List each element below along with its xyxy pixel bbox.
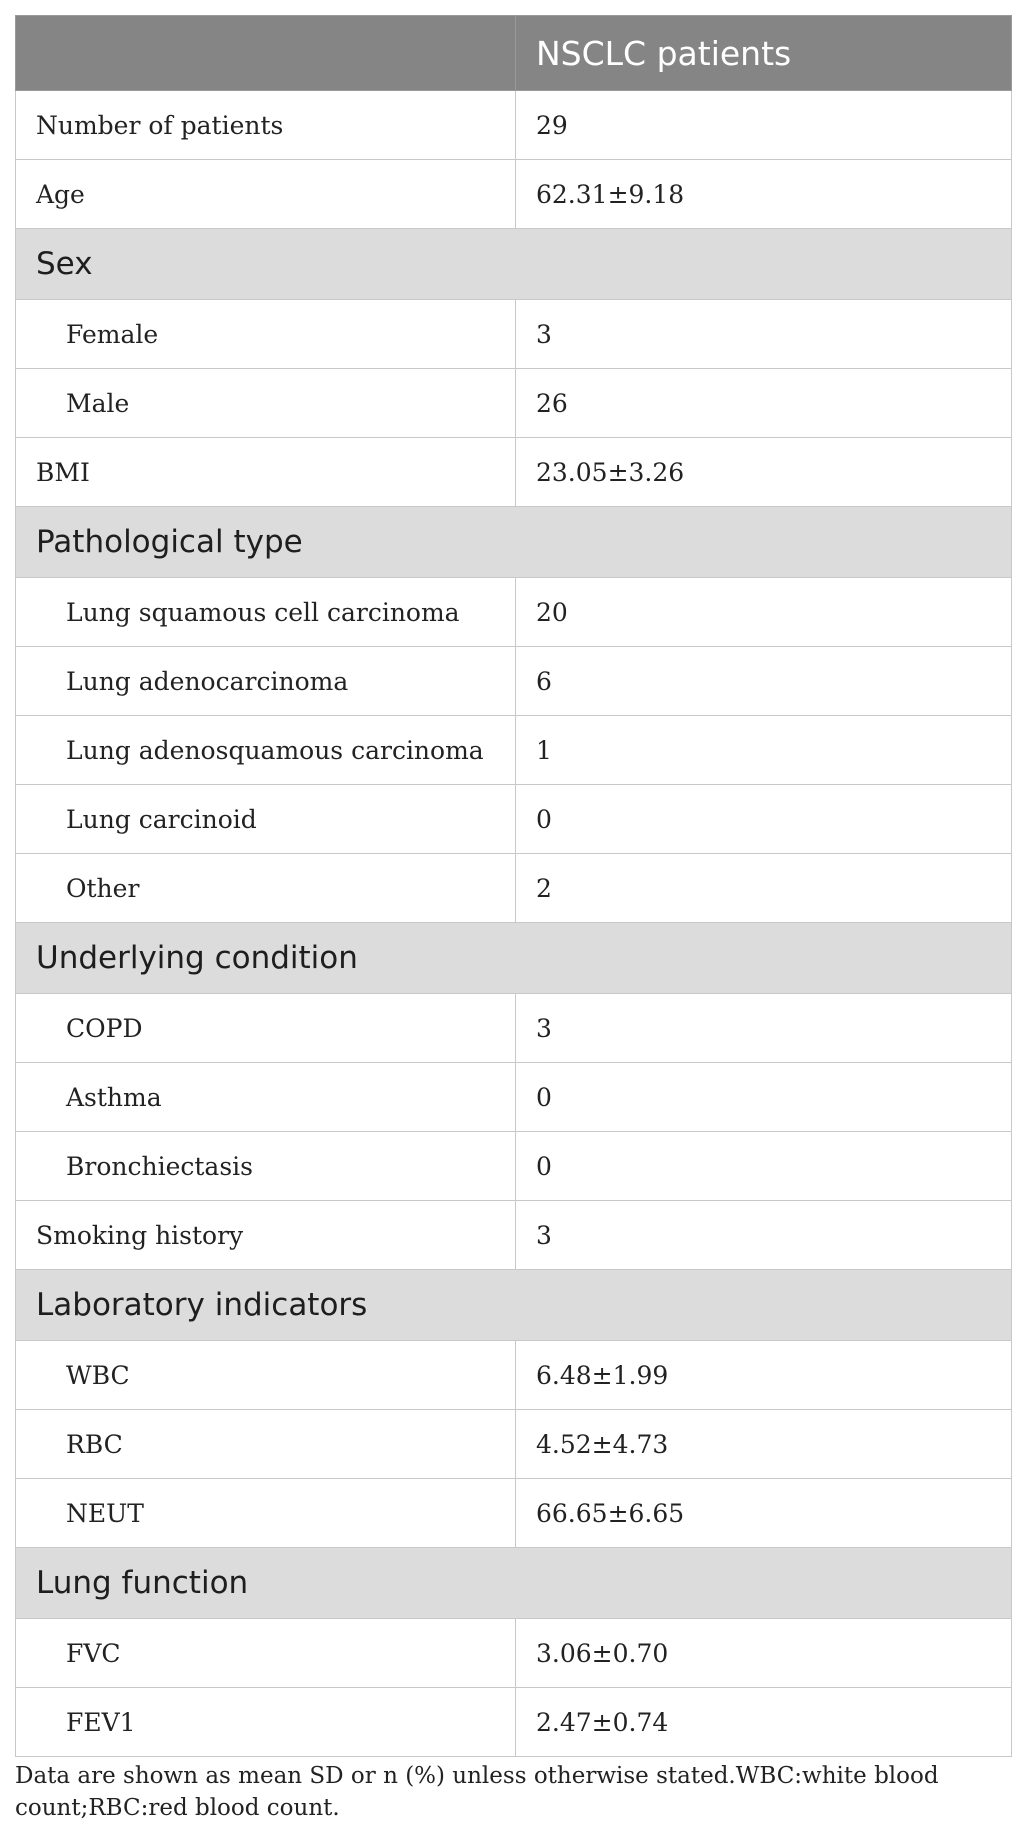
row-value: 3 bbox=[516, 994, 1012, 1063]
header-cell-label bbox=[16, 16, 516, 91]
table-row bbox=[16, 160, 1012, 229]
table-row bbox=[16, 369, 1012, 438]
row-value: 3 bbox=[516, 300, 1012, 369]
section-header-row bbox=[16, 1270, 1012, 1341]
row-label: Lung adenocarcinoma bbox=[16, 647, 516, 716]
table-row bbox=[16, 1479, 1012, 1548]
row-label: Male bbox=[16, 369, 516, 438]
table-row bbox=[16, 91, 1012, 160]
row-label: Smoking history bbox=[16, 1201, 516, 1270]
row-value: 2.47±0.74 bbox=[516, 1688, 1012, 1757]
table-footnote: Data are shown as mean SD or n (%) unless otherwise stated.WBC:white blood count;RBC:red blood count. bbox=[15, 1763, 939, 1821]
row-value: 29 bbox=[516, 91, 1012, 160]
row-label: FVC bbox=[16, 1619, 516, 1688]
table-row bbox=[16, 854, 1012, 923]
row-value: 1 bbox=[516, 716, 1012, 785]
table-row bbox=[16, 1410, 1012, 1479]
row-value: 0 bbox=[516, 785, 1012, 854]
section-header-row bbox=[16, 507, 1012, 578]
row-label: Bronchiectasis bbox=[16, 1132, 516, 1201]
row-label: Female bbox=[16, 300, 516, 369]
row-label: NEUT bbox=[16, 1479, 516, 1548]
row-value: 0 bbox=[516, 1132, 1012, 1201]
section-header-row bbox=[16, 229, 1012, 300]
row-label: FEV1 bbox=[16, 1688, 516, 1757]
row-value: 0 bbox=[516, 1063, 1012, 1132]
table-row bbox=[16, 1619, 1012, 1688]
table-row bbox=[16, 1063, 1012, 1132]
row-value: 26 bbox=[516, 369, 1012, 438]
row-label: Lung squamous cell carcinoma bbox=[16, 578, 516, 647]
table-row bbox=[16, 1132, 1012, 1201]
row-label: Lung carcinoid bbox=[16, 785, 516, 854]
row-value: 4.52±4.73 bbox=[516, 1410, 1012, 1479]
row-value: 2 bbox=[516, 854, 1012, 923]
patient-characteristics-table-container bbox=[15, 15, 1011, 1757]
table-row bbox=[16, 647, 1012, 716]
row-value: 20 bbox=[516, 578, 1012, 647]
row-value: 62.31±9.18 bbox=[516, 160, 1012, 229]
row-label: Other bbox=[16, 854, 516, 923]
table-row bbox=[16, 300, 1012, 369]
row-label: Lung adenosquamous carcinoma bbox=[16, 716, 516, 785]
section-label: Pathological type bbox=[16, 507, 1012, 578]
table-row bbox=[16, 716, 1012, 785]
row-label: COPD bbox=[16, 994, 516, 1063]
section-label: Lung function bbox=[16, 1548, 1012, 1619]
row-value: 66.65±6.65 bbox=[516, 1479, 1012, 1548]
row-value: 3.06±0.70 bbox=[516, 1619, 1012, 1688]
table-body bbox=[16, 91, 1012, 1757]
header-cell-nsclc-patients: NSCLC patients bbox=[516, 16, 1012, 91]
table-row bbox=[16, 1341, 1012, 1410]
section-label: Underlying condition bbox=[16, 923, 1012, 994]
section-header-row bbox=[16, 923, 1012, 994]
table-row bbox=[16, 994, 1012, 1063]
table-header-row bbox=[16, 16, 1012, 91]
section-label: Laboratory indicators bbox=[16, 1270, 1012, 1341]
row-label: BMI bbox=[16, 438, 516, 507]
row-label: WBC bbox=[16, 1341, 516, 1410]
table-row bbox=[16, 1688, 1012, 1757]
table-row bbox=[16, 438, 1012, 507]
table-row bbox=[16, 785, 1012, 854]
row-value: 23.05±3.26 bbox=[516, 438, 1012, 507]
row-label: Number of patients bbox=[16, 91, 516, 160]
row-label: RBC bbox=[16, 1410, 516, 1479]
row-value: 6 bbox=[516, 647, 1012, 716]
table-row bbox=[16, 578, 1012, 647]
row-label: Asthma bbox=[16, 1063, 516, 1132]
row-value: 3 bbox=[516, 1201, 1012, 1270]
section-header-row bbox=[16, 1548, 1012, 1619]
patient-characteristics-table bbox=[15, 15, 1012, 1757]
table-row bbox=[16, 1201, 1012, 1270]
section-label: Sex bbox=[16, 229, 1012, 300]
row-value: 6.48±1.99 bbox=[516, 1341, 1012, 1410]
row-label: Age bbox=[16, 160, 516, 229]
